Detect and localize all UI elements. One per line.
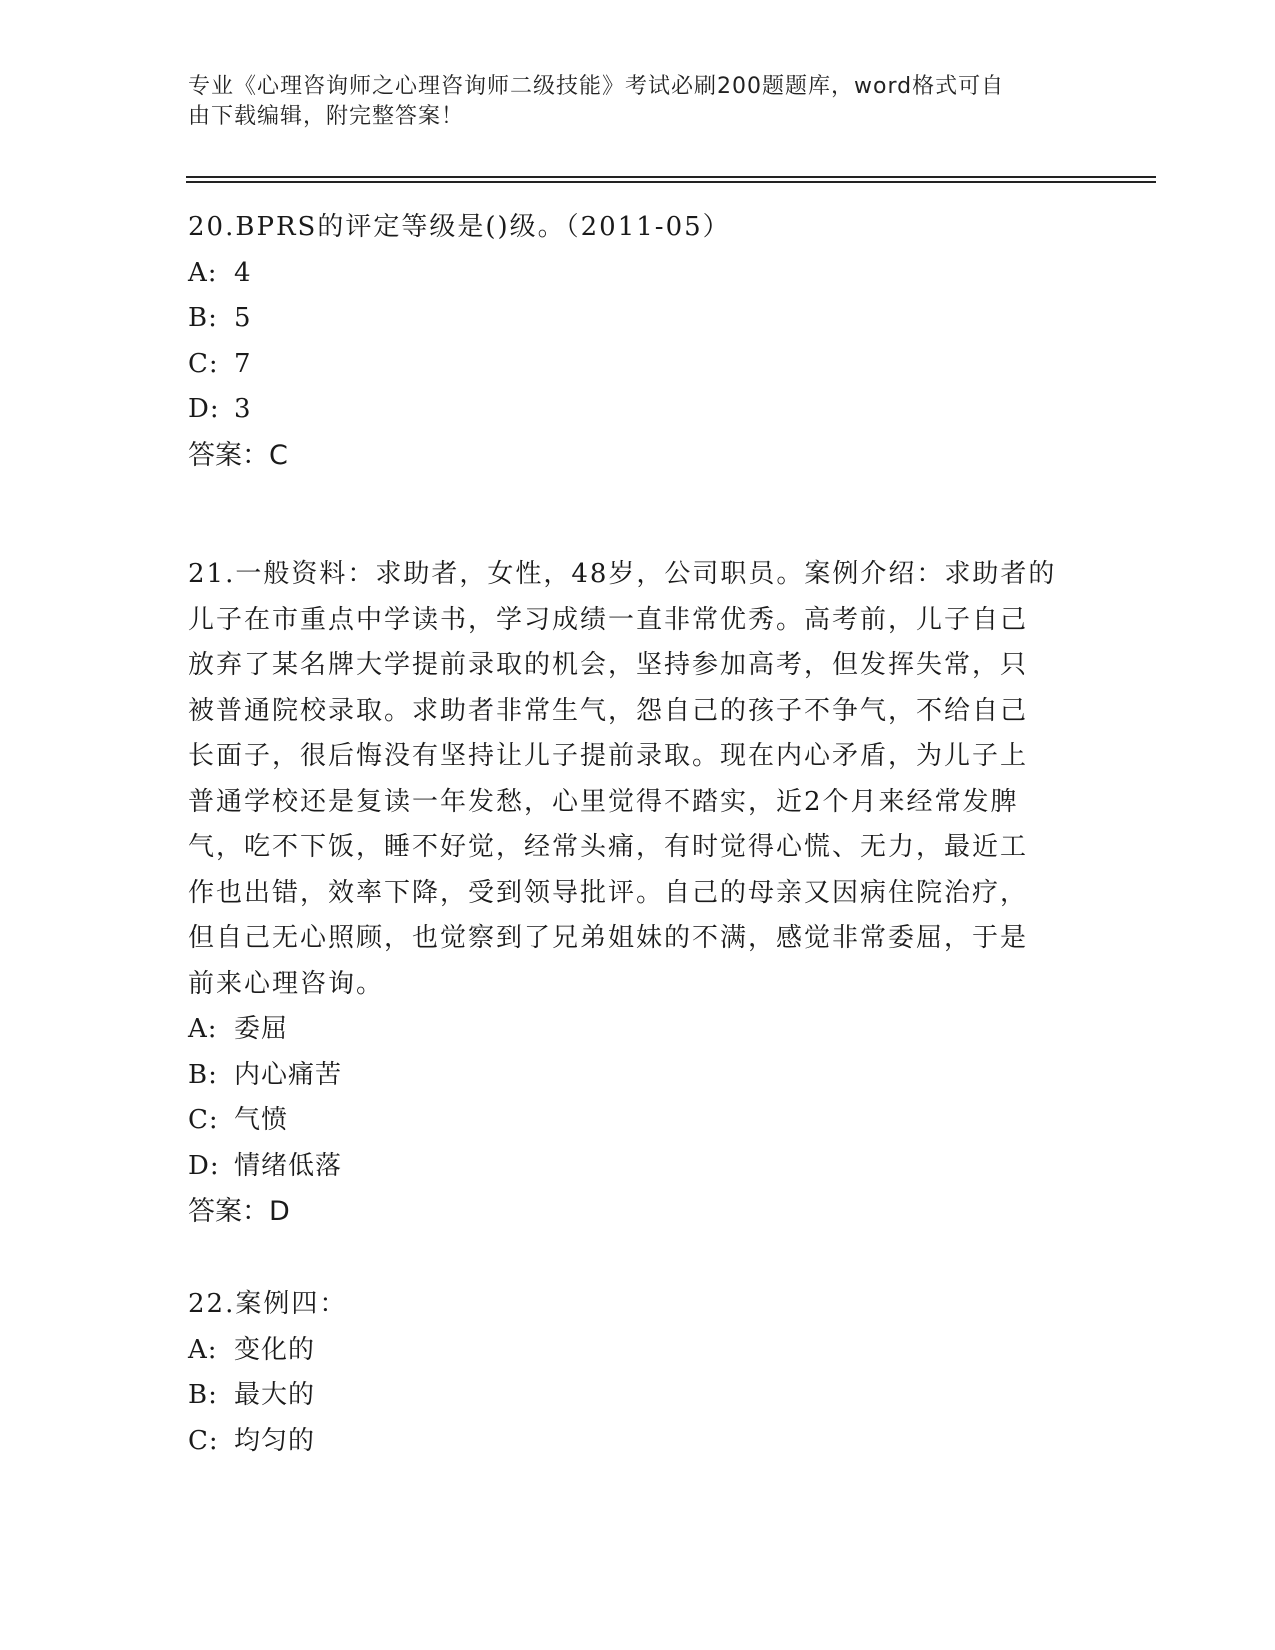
question-stem-line: 儿子在市重点中学读书，学习成绩一直非常优秀。高考前，儿子自己 [188,604,1029,635]
option-letter: D: [188,394,220,424]
option-c [188,342,1068,388]
question-21 [188,552,1068,1235]
option-d [188,387,1068,433]
option-a [188,1007,1068,1053]
question-stem-line: 被普通院校录取。求助者非常生气，怨自己的孩子不争气，不给自己 [188,695,1029,726]
question-20 [188,205,1068,478]
option-b [188,1373,1068,1419]
option-letter: B: [188,1380,218,1410]
question-stem: 20.BPRS的评定等级是()级。（2011-05） [188,212,731,242]
option-text: 气愤 [234,1105,289,1135]
option-letter: B: [188,1059,218,1090]
option-text: 变化的 [234,1334,316,1365]
option-text: 情绪低落 [234,1150,343,1181]
option-c [188,1419,1068,1465]
question-stem-line: 放弃了某名牌大学提前录取的机会，坚持参加高考，但发挥失常，只 [188,650,1029,680]
answer-line: 答案：C [188,439,288,471]
option-a [188,251,1068,297]
option-text: 内心痛苦 [234,1059,343,1090]
option-letter: A: [188,257,218,288]
question-stem-line: 长面子，很后悔没有坚持让儿子提前录取。现在内心矛盾，为儿子上 [188,741,1029,771]
option-b [188,1053,1068,1099]
option-text: 4 [234,257,252,288]
option-letter: C: [188,1105,219,1135]
option-letter: C: [188,348,219,379]
question-stem-line: 前来心理咨询。 [188,968,385,999]
option-text: 均匀的 [234,1425,316,1456]
option-letter: D: [188,1150,220,1181]
option-text: 5 [234,303,252,333]
option-text: 3 [234,394,252,424]
option-letter: C: [188,1425,219,1456]
question-stem-line: 普通学校还是复读一年发愁，心里觉得不踏实，近2个月来经常发脾 [188,786,1019,817]
document-header [188,72,1088,132]
answer-line: 答案：D [188,1196,290,1227]
header-line-2: 由下载编辑，附完整答案！ [188,104,465,129]
option-letter: A: [188,1014,218,1044]
option-b [188,296,1068,342]
header-line-1: 专业《心理咨询师之心理咨询师二级技能》考试必刷200题题库，word格式可自 [188,74,1005,99]
option-a [188,1328,1068,1374]
option-c [188,1098,1068,1144]
header-divider-bottom [186,181,1156,183]
option-letter: A: [188,1334,218,1365]
question-stem-line: 作也出错，效率下降，受到领导批评。自己的母亲又因病住院治疗， [188,877,1029,908]
question-stem-line: 气，吃不下饭，睡不好觉，经常头痛，有时觉得心慌、无力，最近工 [188,832,1029,862]
option-text: 7 [234,348,252,379]
question-stem-line: 但自己无心照顾，也觉察到了兄弟姐妹的不满，感觉非常委屈，于是 [188,923,1029,953]
header-divider-top [186,176,1156,178]
option-text: 最大的 [234,1380,316,1410]
option-text: 委屈 [234,1014,289,1044]
question-stem-line: 21.一般资料：求助者，女性，48岁，公司职员。案例介绍：求助者的 [188,559,1057,589]
option-letter: B: [188,303,218,333]
option-d [188,1144,1068,1190]
question-stem: 22.案例四： [188,1289,348,1319]
question-22 [188,1282,1068,1464]
